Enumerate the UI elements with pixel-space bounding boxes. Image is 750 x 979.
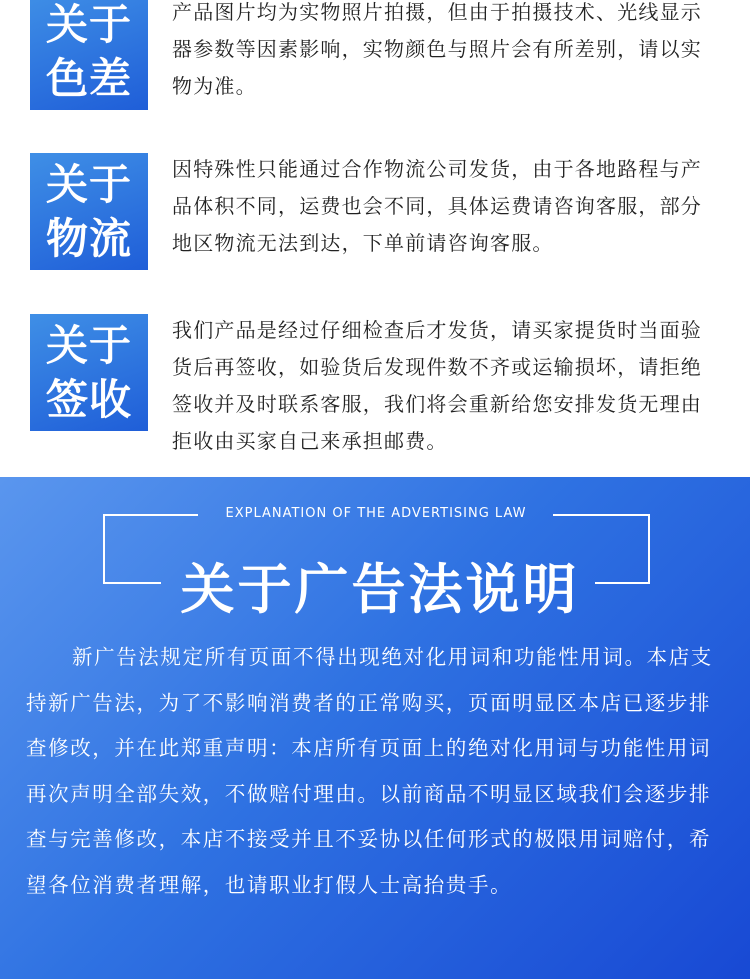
badge-color-difference [30, 0, 148, 110]
badge-receipt [30, 314, 148, 431]
advertising-law-body [26, 635, 726, 908]
section-subtitle: EXPLANATION OF THE ADVERTISING LAW [225, 506, 527, 521]
section-title: 关于广告法说明 [180, 558, 580, 621]
frame-line [595, 582, 650, 584]
notice-text-logistics: 因特殊性只能通过合作物流公司发货，由于各地路程与产品体积不同，运费也会不同，具体运费请咨询客服，部分地区物流无法到达，下单前请咨询客服。 [172, 157, 702, 255]
advertising-law-text: 新广告法规定所有页面不得出现绝对化用词和功能性用词。本店支持新广告法，为了不影响消费者的正常购买，页面明显区本店已逐步排查修改，并在此郑重声明：本店所有页面上的绝对化用词与功能性用词再次声明全部失效，不做赔付理由。以前商品不明显区域我们会逐步排查与完善修改，本店不接受并且不妥协以任何形式的极限用词赔付，希望各位消费者理解，也请职业打假人士高抬贵手。 [26, 645, 713, 897]
notice-text-color-difference: 产品图片均为实物照片拍摄，但由于拍摄技术、光线显示器参数等因素影响，实物颜色与照片会有所差别，请以实物为准。 [172, 0, 702, 98]
notices-section [0, 0, 750, 477]
frame-line [648, 514, 650, 584]
frame-line [103, 514, 105, 584]
badge-line2: 签收 [45, 374, 132, 424]
frame-line [103, 514, 198, 516]
badge-line1: 关于 [45, 0, 132, 49]
frame-line [103, 582, 161, 584]
frame-line [553, 514, 649, 516]
advertising-law-section [0, 477, 750, 979]
badge-line2: 物流 [45, 213, 132, 263]
badge-line1: 关于 [45, 320, 132, 370]
badge-logistics [30, 153, 148, 270]
badge-line2: 色差 [45, 53, 132, 103]
badge-line1: 关于 [45, 159, 132, 209]
notice-text-receipt: 我们产品是经过仔细检查后才发货，请买家提货时当面验货后再签收，如验货后发现件数不齐或运输损坏，请拒绝签收并及时联系客服，我们将会重新给您安排发货无理由拒收由买家自己来承担邮费。 [172, 318, 702, 453]
